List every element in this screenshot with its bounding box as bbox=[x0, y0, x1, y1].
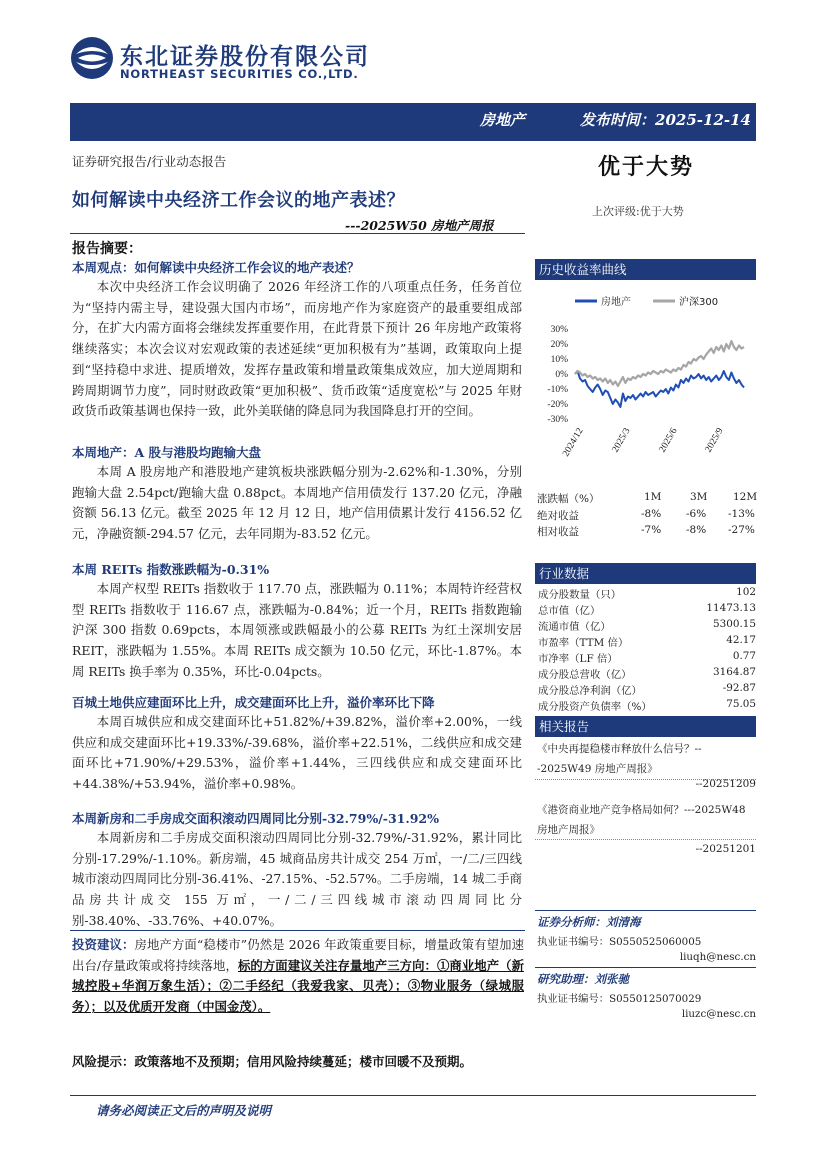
divider bbox=[535, 967, 756, 968]
industry-row bbox=[535, 650, 756, 666]
industry-row bbox=[535, 586, 756, 602]
invest-text: 房地产方面“稳楼市”仍然是 2026 年政策重要目标，增量政策有望加速出台/存量政策或将持续落地， bbox=[72, 937, 524, 973]
company-logo-icon bbox=[70, 36, 114, 80]
x-tick-label: 2024/12 bbox=[561, 426, 586, 459]
industry-label: 成分股数量（只） bbox=[538, 589, 622, 601]
divider bbox=[70, 1095, 756, 1096]
chart-title: 历史收益率曲线 bbox=[535, 259, 756, 280]
company-name-en: NORTHEAST SECURITIES CO.,LTD. bbox=[120, 67, 359, 81]
perf-header: 1M bbox=[644, 491, 662, 503]
y-tick-label: -30% bbox=[547, 415, 568, 425]
perf-cell: 相对收益 bbox=[537, 526, 579, 538]
y-tick-label: 10% bbox=[550, 355, 568, 365]
return-chart bbox=[535, 282, 756, 482]
y-tick-label: 30% bbox=[550, 325, 568, 335]
divider bbox=[535, 910, 756, 911]
related-report-link[interactable]: 《港资商业地产竞争格局如何？---2025W48 房地产周报》 bbox=[537, 804, 746, 836]
perf-header: 3M bbox=[690, 491, 708, 503]
section-body: 本周 A 股房地产和港股地产建筑板块涨跌幅分别为-2.62%和-1.30%，分别跑输大盘 2.54pct/跑输大盘 0.88pct。本周地产信用债发行 137.20 亿元，净融资额 56.13 亿元。截至 2025 年 12 月 12 日，地产信用债累计发行 4156.52 亿元，净融资额-294.57 亿元，去年同期为-83.52 亿元。 bbox=[72, 464, 522, 542]
publish-date: 发布时间：2025-12-14 bbox=[580, 111, 751, 129]
industry-value: 11473.13 bbox=[706, 602, 756, 614]
industry-value: 102 bbox=[736, 586, 756, 598]
industry-row bbox=[535, 698, 756, 714]
report-subtitle: ---2025W50 房地产周报 bbox=[345, 218, 494, 233]
summary-label: 报告摘要： bbox=[72, 241, 142, 257]
industry-value: 75.05 bbox=[726, 698, 756, 710]
industry-row bbox=[535, 682, 756, 698]
perf-header: 12M bbox=[733, 491, 758, 503]
industry-label: 总市值（亿） bbox=[538, 605, 601, 617]
section-heading: 百城土地供应建面环比上升，成交建面环比上升，溢价率环比下降 bbox=[72, 695, 435, 710]
divider bbox=[70, 930, 525, 931]
perf-cell: 绝对收益 bbox=[537, 510, 579, 522]
x-tick-label: 2025/6 bbox=[657, 426, 680, 455]
section-body: 本周新房和二手房成交面积滚动四周同比分别-32.79%/-31.92%，累计同比分别-17.29%/-1.10%。新房端，45 城商品房共计成交 254 万㎡，一/二/三四线城市滚动四周同比分别-36.41%、-27.15%、-52.57%。二手房端，14 城二手商品房共计成交 155 万㎡，一/二/三四线城市滚动四周同比分别-38.40%、-33.76%、+40.07%。 bbox=[72, 830, 522, 928]
industry-value: -92.87 bbox=[722, 682, 756, 694]
document-type: 证券研究报告/行业动态报告 bbox=[72, 154, 227, 169]
industry-row bbox=[535, 634, 756, 650]
series-line-0 bbox=[575, 371, 744, 407]
assistant-email[interactable]: liuzc@nesc.cn bbox=[681, 1008, 756, 1020]
industry-value: 5300.15 bbox=[713, 618, 756, 630]
industry-label: 流通市值（亿） bbox=[538, 621, 611, 633]
related-report-date: --20251201 bbox=[695, 843, 756, 855]
analyst-name: 证券分析师：刘清海 bbox=[537, 915, 641, 929]
perf-cell: -6% bbox=[686, 508, 707, 520]
industry-data-title: 行业数据 bbox=[535, 563, 756, 584]
footer-disclaimer: 请务必阅读正文后的声明及说明 bbox=[96, 1103, 272, 1118]
x-tick-label: 2025/9 bbox=[703, 426, 726, 455]
investment-advice bbox=[72, 935, 524, 1018]
related-report-link[interactable]: 《中央再提稳楼市释放什么信号？---2025W49 房地产周报》 bbox=[537, 743, 702, 775]
performance-table bbox=[535, 491, 756, 539]
perf-cell: -8% bbox=[641, 508, 662, 520]
related-reports-title: 相关报告 bbox=[535, 716, 756, 737]
assistant-name: 研究助理：刘张驰 bbox=[537, 972, 629, 986]
legend-label: 沪深300 bbox=[679, 297, 719, 308]
industry-value: 3164.87 bbox=[713, 666, 756, 678]
y-tick-label: 0% bbox=[555, 370, 568, 380]
section-heading: 本周 REITs 指数涨跌幅为-0.31% bbox=[72, 562, 270, 577]
y-tick-label: 20% bbox=[550, 340, 568, 350]
assistant-license: 执业证书编号：S0550125070029 bbox=[537, 993, 702, 1005]
perf-cell: -27% bbox=[728, 524, 755, 536]
industry-value: 0.77 bbox=[732, 650, 756, 662]
invest-targets: 标的方面建议关注存量地产三方向：①商业地产（新城控股+华润万象生活）；②二手经纪（我爱我家、贝壳）；③物业服务（绿城服务）；以及优质开发商（中国金茂）。 bbox=[72, 957, 524, 1015]
perf-header: 涨跌幅（%） bbox=[537, 493, 600, 505]
section-heading: 本周新房和二手房成交面积滚动四周同比分别-32.79%/-31.92% bbox=[72, 811, 439, 826]
industry-label: 市盈率（TTM 倍） bbox=[538, 637, 629, 649]
x-tick-label: 2025/3 bbox=[610, 426, 633, 455]
related-report-date: --20251209 bbox=[695, 778, 756, 790]
section-heading: 本周观点：如何解读中央经济工作会议的地产表述？ bbox=[72, 260, 360, 275]
y-tick-label: -20% bbox=[547, 400, 568, 410]
analyst-email[interactable]: liuqh@nesc.cn bbox=[679, 951, 756, 963]
industry-label: 成分股总营收（亿） bbox=[538, 669, 632, 681]
industry-row bbox=[535, 602, 756, 618]
y-tick-label: -10% bbox=[547, 385, 568, 395]
industry-label: 市净率（LF 倍） bbox=[538, 653, 618, 665]
section-heading: 本周地产：A 股与港股均跑输大盘 bbox=[72, 445, 262, 460]
section-body: 本周百城供应和成交建面环比+51.82%/+39.82%，溢价率+2.00%，一线供应和成交建面环比+19.33%/-39.68%，溢价率+22.51%，二线供应和成交建面环比+71.90%/+29.53%，溢价率+1.44%，三四线供应和成交建面环比+44.38%/+53.94%，溢价率+0.98%。 bbox=[72, 714, 522, 792]
divider bbox=[70, 233, 525, 234]
report-title: 如何解读中央经济工作会议的地产表述？ bbox=[72, 190, 405, 211]
perf-cell: -7% bbox=[641, 524, 662, 536]
industry-value: 42.17 bbox=[726, 634, 756, 646]
company-name-cn: 东北证券股份有限公司 bbox=[120, 44, 370, 70]
perf-cell: -8% bbox=[686, 524, 707, 536]
legend-label: 房地产 bbox=[601, 297, 631, 308]
section-body: 本周产权型 REITs 指数收于 117.70 点，涨跌幅为 0.11%；本周特许经营权型 REITs 指数收于 116.67 点，涨跌幅为-0.84%；近一个月，REITs 指数跑输沪深 300 指数 0.69pcts，本周领涨或跌幅最小的公募 REITs 为红土深圳安居 REIT，涨跌幅为 1.55%。本周 REITs 成交额为 10.50 亿元，环比-1.87%。本周 REITs 换手率为 0.35%，环比-0.04pcts。 bbox=[72, 581, 522, 679]
industry-row bbox=[535, 618, 756, 634]
risk-warning: 风险提示：政策落地不及预期；信用风险持续蔓延；楼市回暖不及预期。 bbox=[72, 1054, 473, 1069]
previous-rating: 上次评级:优于大势 bbox=[592, 205, 684, 218]
divider bbox=[535, 839, 756, 840]
perf-cell: -13% bbox=[728, 508, 755, 520]
header-sector: 房地产 bbox=[479, 111, 525, 129]
industry-label: 成分股总净利润（亿） bbox=[538, 685, 642, 697]
section-body: 本次中央经济工作会议明确了 2026 年经济工作的八项重点任务，任务首位为“坚持内需主导，建设强大国内市场”，而房地产作为家庭资产的最重要组成部分，在扩大内需方面将会继续发挥重要作用，在此背景下预计 26 年房地产政策将继续落实；本次会议对宏观政策的表述延续“更加积极有为”基调，政策取向上提到“坚持稳中求进、提质增效，发挥存量政策和增量政策集成效应，加大逆周期和跨周期调节力度”，同时财政政策“更加积极”、货币政策“适度宽松”与 2025 年财政货币政策基调也保持一致，此外美联储的降息同为我国降息打开的空间。 bbox=[72, 279, 522, 419]
analyst-license: 执业证书编号：S0550525060005 bbox=[537, 936, 702, 948]
industry-row bbox=[535, 666, 756, 682]
invest-label: 投资建议： bbox=[72, 937, 135, 952]
industry-label: 成分股资产负债率（%） bbox=[538, 701, 652, 713]
rating: 优于大势 bbox=[598, 154, 695, 180]
